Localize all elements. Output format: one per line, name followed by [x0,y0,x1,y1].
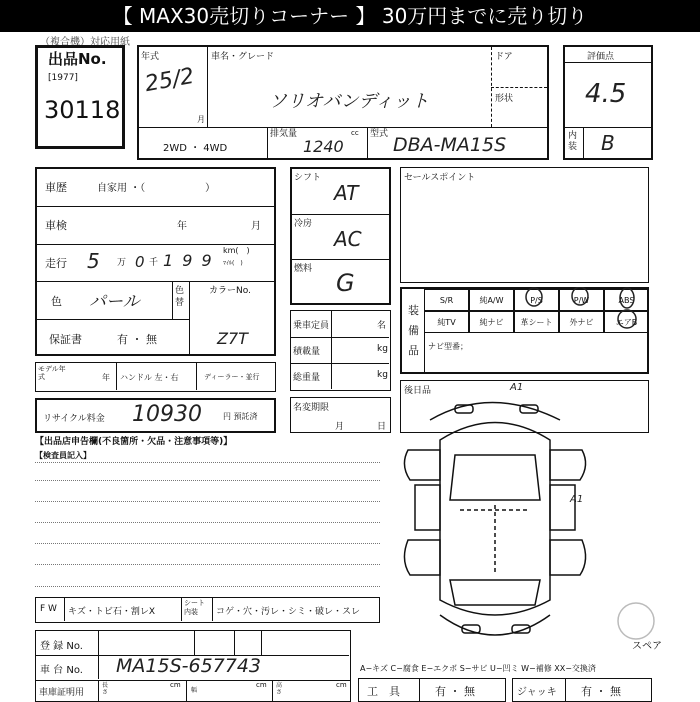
inspection-month: 月 [251,221,261,232]
lot-number: 30118 [44,96,121,124]
capacity-label: 乗車定員 [293,321,330,331]
front-bumper [430,403,560,421]
spare-tire-circle [615,600,657,642]
interior-label: 内装 [568,131,578,152]
chassis-value: MA15S-657743 [116,655,262,677]
capacity-block [290,310,391,391]
name-label: 車名・グレード [211,52,275,62]
name-change-label: 名変期限 [293,403,330,413]
name-change-month: 月 [335,422,345,432]
recycle-label: リサイクル料金 [43,414,105,424]
inspection-year: 年 [177,221,187,232]
interior-value: B [601,131,615,155]
registration-block [35,630,351,681]
equip-power-windows: P/W [559,289,604,311]
mileage-label: 走行 [45,257,67,270]
color-value: パール [89,292,140,312]
equip-abs: ABS [604,289,649,311]
color-no-value: Z7T [217,329,248,348]
recycle-unit: 円 預託済 [223,412,258,421]
aircon-value: AC [334,227,362,251]
damage-legend: A−キズ C−腐食 E−エクボ S−サビ U−凹ミ W−補修 XX−交換済 [360,664,596,673]
tools-label: 工 具 [367,685,400,698]
type-value: DBA-MA15S [393,134,507,156]
door-label: ドア [495,52,513,62]
fuel-value: G [336,269,355,297]
shift-label: シフト [294,173,322,183]
jack-box [512,678,652,702]
fw-row [35,597,380,623]
damage-mark-front: A1 [510,382,524,393]
sales-point-box [400,167,649,283]
mileage-sen-unit: 千 [149,258,159,268]
equip-navi: 純ナビ [469,311,514,333]
jack-label: ジャッキ [517,687,557,698]
warranty-value: 有 ・ 無 [117,333,157,346]
mileage-km: km( ) [223,246,250,255]
spare-label: スペア [632,641,662,652]
equip-power-steering: P/S [514,289,559,311]
equipment-label: 装備品 [408,304,419,357]
warranty-label: 保証書 [49,333,82,346]
score-value: 4.5 [585,79,627,109]
cc-unit: cc [351,129,359,137]
damage-mark-side: A1 [570,494,584,505]
navi-model-label: ナビ型番； [428,342,468,351]
load-unit: kg [377,344,388,354]
height-unit: cm [336,681,347,689]
equip-leather: 革シート [514,311,559,333]
equip-ext-navi: 外ナビ [559,311,604,333]
history-value: 自家用 ・（ ） [97,183,216,194]
fw-label: F W [40,604,57,614]
lot-small: [1977] [48,73,78,83]
dealer-label: ディーラー・並行 [204,373,260,381]
width-label: 幅 [191,687,198,694]
name-value: ソリオバンディット [269,91,430,112]
displacement-label: 排気量 [270,129,298,139]
pw-circle-mark [572,287,588,305]
declaration-header: 【出品店申告欄(不良箇所・欠品・注意事項等)】 [35,437,233,447]
abs-circle-mark [620,288,634,308]
drive-type: 2WD ・ 4WD [163,143,228,154]
name-change-box [290,397,391,433]
year-value: 25/2 [143,63,197,98]
tools-box [358,678,506,702]
equip-alloy-wheels: 純A/W [469,289,514,311]
ps-circle-mark [526,288,542,306]
length-unit: cm [170,681,181,689]
airbag-circle [612,308,642,332]
capacity-unit: 名 [377,321,387,331]
banner-title: 【 MAX30売切りコーナー 】 30万円までに売り切り [0,0,700,32]
gross-weight-label: 総重量 [293,373,321,383]
history-label: 車歴 [45,181,67,194]
mileage-rest: 1 9 9 [163,251,214,270]
color-label: 色 [51,295,62,308]
model-year-unit: 年 [102,373,110,382]
handle-label: ハンドル 左・右 [120,373,179,382]
lot-box [35,45,125,149]
year-label: 年式 [141,52,160,62]
recycle-box [35,398,276,433]
history-block [35,167,276,356]
later-items-label: 後日品 [404,386,432,396]
model-row [35,362,276,392]
sales-point-label: セールスポイント [404,173,476,183]
equip-airbag: エアB [604,311,649,333]
fuel-label: 燃料 [294,264,313,274]
equip-tv: 純TV [424,311,469,333]
shape-label: 形状 [495,94,514,104]
length-label: 長さ [102,682,109,696]
car-diagram [400,380,620,660]
type-label: 型式 [370,129,389,139]
spec-block [290,167,391,305]
color-no-label: カラーNo. [209,286,251,296]
registration-label: 登 録 No. [40,641,83,652]
mileage-mile: ﾏｲﾙ( ) [223,260,243,267]
mileage-man: 5 [87,249,100,273]
lot-label: 出品No. [48,50,107,68]
mileage-man-unit: 万 [117,258,127,268]
mileage-sen: 0 [135,253,145,271]
load-label: 積載量 [293,347,321,357]
garage-row [35,680,351,702]
height-label: 高さ [276,682,283,696]
equip-sunroof: S/R [424,289,469,311]
vehicle-box [137,45,549,160]
recycle-value: 10930 [132,402,202,427]
inspection-label: 車検 [45,219,67,232]
shift-value: AT [334,181,359,205]
score-box [563,45,653,160]
gross-weight-unit: kg [377,370,388,380]
chassis-label: 車 台 No. [40,665,83,676]
tools-value: 有 ・ 無 [435,685,475,698]
name-change-day: 日 [377,422,387,432]
month-unit: 月 [197,115,205,124]
inspector-header: 【検査員記入】 [35,451,91,460]
garage-label: 車庫証明用 [39,688,85,698]
model-year-label: モデル年式 [38,365,66,381]
repaint-label: 色替 [175,286,185,308]
seat-label: シート内装 [184,599,205,616]
width-unit: cm [256,681,267,689]
seat-value: コゲ・穴・汚レ・シミ・破レ・スレ [216,607,361,617]
aircon-label: 冷房 [294,219,313,229]
jack-value: 有 ・ 無 [581,685,621,698]
fw-value: キズ・トビ石・割レX [68,607,155,617]
sheet-subtitle: （複合機）対応用紙 [40,37,130,48]
displacement-value: 1240 [303,137,344,156]
score-label: 評価点 [587,52,615,62]
